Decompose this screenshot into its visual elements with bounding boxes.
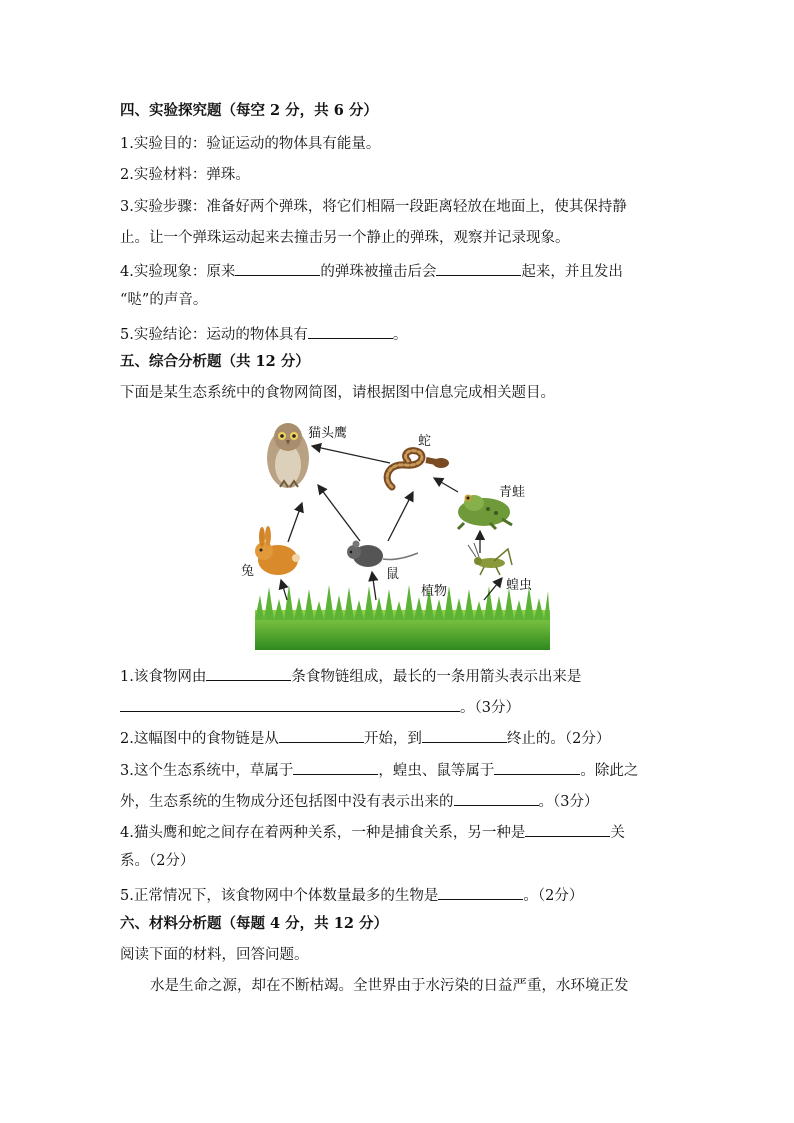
s4-q4-text-a: 4.实验现象：原来 (120, 264, 236, 280)
answer-blank[interactable] (525, 820, 610, 837)
section-5-heading: 五、综合分析题（共 12 分） (120, 353, 310, 370)
s5-q4-text-a: 4.猫头鹰和蛇之间存在着两种关系，一种是捕食关系，另一种是 (120, 825, 526, 841)
s5-q2 (120, 726, 610, 749)
s5-q3-text-d: 外，生态系统的生物成分还包括图中没有表示出来的 (120, 794, 454, 810)
label-snake: 蛇 (418, 434, 432, 449)
arrow-snake-to-owl (312, 446, 390, 463)
s5-q3-text-e: 。（3分） (538, 794, 599, 810)
label-frog: 青蛙 (499, 485, 526, 500)
s4-q3-line1: 3.实验步骤：准备好两个弹珠，将它们相隔一段距离轻放在地面上，使其保持静 (120, 199, 627, 215)
mouse-image (347, 541, 418, 568)
s5-q3-text-b: ，蝗虫、鼠等属于 (378, 763, 495, 779)
rabbit-image (255, 526, 300, 575)
s5-q1-text-c: 。（3分） (460, 700, 520, 716)
answer-blank[interactable] (494, 758, 580, 775)
label-owl: 猫头鹰 (308, 426, 348, 441)
s4-q4 (120, 259, 623, 282)
s4-q4-text-b: 的弹珠被撞击后会 (320, 264, 437, 280)
s4-q2: 2.实验材料：弹珠。 (120, 167, 250, 183)
answer-blank[interactable] (206, 664, 291, 681)
s6-intro: 阅读下面的材料，回答问题。 (120, 947, 309, 963)
s5-q1-text-b: 条食物链组成，最长的一条用箭头表示出来是 (291, 669, 582, 685)
food-web-diagram (241, 415, 550, 650)
locust-image (468, 543, 512, 575)
s5-q5-text-a: 5.正常情况下，该食物网中个体数量最多的生物是 (120, 888, 439, 904)
answer-blank[interactable] (454, 789, 539, 806)
s4-q4-line2: “哒”的声音。 (120, 292, 208, 308)
label-mouse: 鼠 (386, 567, 400, 582)
s4-q5 (120, 322, 407, 345)
arrow-rabbit-to-owl (288, 503, 302, 542)
arrow-plant-to-locust (484, 578, 502, 600)
section-6-heading: 六、材料分析题（每题 4 分，共 12 分） (120, 915, 388, 932)
answer-blank[interactable] (422, 726, 507, 743)
s5-q2-text-a: 2.这幅图中的食物链是从 (120, 731, 279, 747)
s4-q5-text-b: 。 (392, 327, 408, 343)
answer-blank[interactable] (436, 259, 521, 276)
s5-q3 (120, 758, 638, 781)
label-plant: 植物 (421, 584, 448, 599)
s5-q4-text-b: 关 (610, 825, 625, 841)
s4-q5-text-a: 5.实验结论：运动的物体具有 (120, 327, 308, 343)
s5-q1 (120, 664, 581, 687)
answer-blank[interactable] (438, 883, 523, 900)
arrow-frog-to-snake (434, 478, 458, 492)
s5-q5-text-b: 。（2分） (523, 888, 584, 904)
label-rabbit: 兔 (241, 564, 255, 579)
s5-q3-text-c: 。除此之 (580, 763, 639, 779)
s5-q1-text-a: 1.该食物网由 (120, 669, 207, 685)
arrow-plant-to-mouse (372, 572, 376, 600)
s5-intro: 下面是某生态系统中的食物网简图，请根据图中信息完成相关题目。 (120, 385, 555, 401)
s5-q2-text-c: 终止的。（2分） (506, 731, 611, 747)
answer-blank[interactable] (120, 695, 460, 712)
s5-q1-line2 (120, 695, 520, 718)
answer-blank[interactable] (235, 259, 320, 276)
grass-image (255, 585, 550, 650)
arrow-mouse-to-owl (318, 485, 360, 541)
s5-q2-text-b: 开始，到 (363, 731, 422, 747)
owl-image (267, 423, 309, 488)
arrow-mouse-to-snake (388, 492, 413, 541)
answer-blank[interactable] (293, 758, 378, 775)
s4-q3-line2: 止。让一个弹珠运动起来去撞击另一个静止的弹珠，观察并记录现象。 (120, 230, 570, 246)
s5-q4-line2: 系。（2分） (120, 853, 195, 869)
s5-q5 (120, 883, 583, 906)
s6-paragraph: 水是生命之源，却在不断枯竭。全世界由于水污染的日益严重，水环境正发 (150, 978, 629, 994)
label-locust: 蝗虫 (506, 578, 533, 593)
answer-blank[interactable] (279, 726, 364, 743)
s4-q1: 1.实验目的：验证运动的物体具有能量。 (120, 136, 381, 152)
answer-blank[interactable] (308, 322, 393, 339)
section-4-heading: 四、实验探究题（每空 2 分，共 6 分） (120, 102, 378, 119)
arrow-plant-to-rabbit (281, 580, 287, 600)
s5-q3-text-a: 3.这个生态系统中，草属于 (120, 763, 294, 779)
s5-q3-line2 (120, 789, 598, 812)
s5-q4 (120, 820, 625, 843)
s4-q4-text-c: 起来，并且发出 (521, 264, 623, 280)
